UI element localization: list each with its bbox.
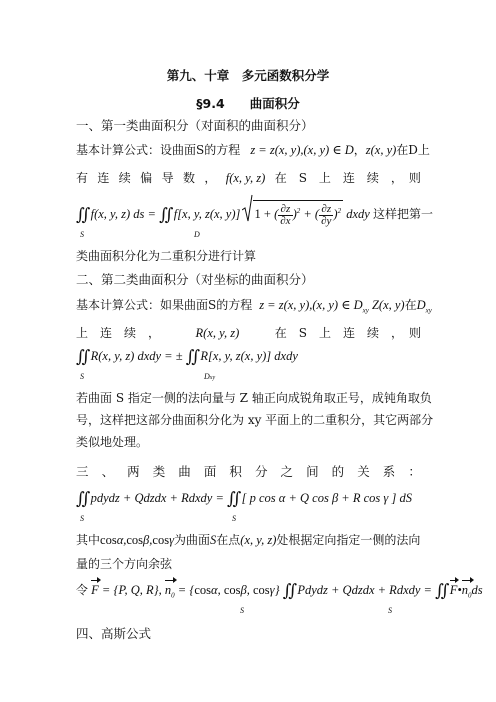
heading-char: ： <box>408 464 421 479</box>
part2-line1 <box>76 297 432 319</box>
heading-char: 类 <box>152 464 166 479</box>
let-text: 令 <box>76 583 89 597</box>
part2-line2-b: 在 S 上 连 续 ， 则 <box>274 326 421 340</box>
heading-char: 、 <box>101 464 115 479</box>
section-title: §9.4 曲面积分 <box>196 96 300 111</box>
part1-formula-tail: 这样把第一 <box>372 207 433 222</box>
where-text: 为曲面 <box>174 533 211 547</box>
part3-where-line2: 量的三个方向余弦 <box>76 557 173 571</box>
part1-line2-char: ， <box>204 171 217 185</box>
heading-char: 关 <box>357 464 370 479</box>
chapter-title: 第九、十章 多元函数积分学 <box>166 68 330 83</box>
z-function: z(x, y) <box>365 143 397 157</box>
heading-char: 之 <box>280 464 294 479</box>
where-text: 其中 <box>76 533 101 547</box>
part1-line1-text: 基本计算公式：设曲面S的方程 <box>76 143 241 157</box>
formula-vector-form: 令 F = {P, Q, R}, $n_0 = \{\cos\alpha$, cosβ, cosγ} ∬ S Pdydz + Qdzdx + Rdxdy = ∬ S $F•n_0ds$ <box>76 581 483 615</box>
part1-line2 <box>76 170 421 186</box>
part1-line2-char: 导 <box>161 171 174 185</box>
part1-heading: 一、第一类曲面积分（对面积的曲面积分） <box>76 118 314 133</box>
part1-line2-char: 连 <box>97 171 110 185</box>
r-function: R(x, y, z) <box>195 326 240 340</box>
heading-char: 两 <box>127 464 140 479</box>
part1-line1 <box>76 142 430 158</box>
surface-equation: z = z(x, y),(x, y) ∈ D <box>244 143 354 157</box>
formula-surface-integral-1: ∬ S f(x, y, z) ds = ∬ D f[x, y, z(x, y)] 1 + ( $\frac{\partial z}{\partial x}$ )$^2$ + ( $\frac{\partial z}{\partial y}$ )$^2$ dxdy 这样把第一 <box>76 200 421 230</box>
f-function: f(x, y, z) <box>225 171 266 185</box>
part1-line2-char: 有 <box>76 171 89 185</box>
part1-line2-char: 偏 <box>140 171 153 185</box>
part1-line1-tail: 在D上 <box>396 143 430 157</box>
formula-surface-integral-2: ∬ S R(x, y, z) dxdy = ± ∬ Dxy R[x, y, z(x, y)] dxdy <box>76 347 298 381</box>
zai: 在 <box>404 298 417 312</box>
sqrt-expression: 1 + ( $\frac{\partial z}{\partial x}$ )$^2$ + ( $\frac{\partial z}{\partial y}$ )$^2$ <box>244 200 344 227</box>
direction-cosines: cosα,cosβ,cosγ <box>100 533 175 547</box>
part1-line4: 类曲面积分化为二重积分进行计算 <box>76 249 257 263</box>
part2-para-line: 若曲面 S 指定一侧的法向量与 Z 轴正向成锐角取正号，成钝角取负 <box>76 391 432 405</box>
part2-line2 <box>76 325 421 341</box>
domain-d: $D_{xy}$ <box>416 298 432 315</box>
part1-line2-char: 数 <box>182 171 195 185</box>
heading-char: 积 <box>229 464 242 479</box>
heading-char: 曲 <box>178 464 191 479</box>
part2-line2-a: 上 连 续 ， <box>76 326 161 340</box>
part1-line2-char: 续 <box>118 171 131 185</box>
where-text: 处根据定向指定一侧的法向 <box>276 533 421 547</box>
part2-line1-text: 基本计算公式：如果曲面S的方程 <box>76 298 253 312</box>
heading-char: 面 <box>203 464 217 479</box>
where-text: 在点 <box>216 533 241 547</box>
part3-heading <box>76 464 421 480</box>
heading-char: 的 <box>331 464 345 479</box>
comma: ， <box>353 143 366 157</box>
surface-equation-2: z = z(x, y),(x, y) ∈ $D_{xy}$ Z(x, y) <box>256 298 405 315</box>
formula-relation: ∬ S pdydz + Qdzdx + Rdxdy = ∬ S [ p cos α + Q cos β + R cos γ ] dS <box>76 489 412 523</box>
part2-para-line: 类似地处理。 <box>76 435 149 449</box>
heading-char: 三 <box>76 464 89 479</box>
part2-para-line: 号，这样把这部分曲面积分化为 xy 平面上的二重积分，其它两部分 <box>76 413 434 427</box>
part3-where-line: 其中cosα,cosβ,cosγ为曲面S在点(x, y, z)处根据定向指定一侧的法向 <box>76 533 421 547</box>
part2-heading: 二、第二类曲面积分（对坐标的曲面积分） <box>76 272 314 287</box>
heading-char: 间 <box>306 464 319 479</box>
heading-char: 分 <box>254 464 268 479</box>
part4-heading: 四、高斯公式 <box>76 626 152 641</box>
heading-char: 系 <box>382 464 396 479</box>
part1-line2-mid: 在 S 上 连 续 ， 则 <box>274 171 421 185</box>
